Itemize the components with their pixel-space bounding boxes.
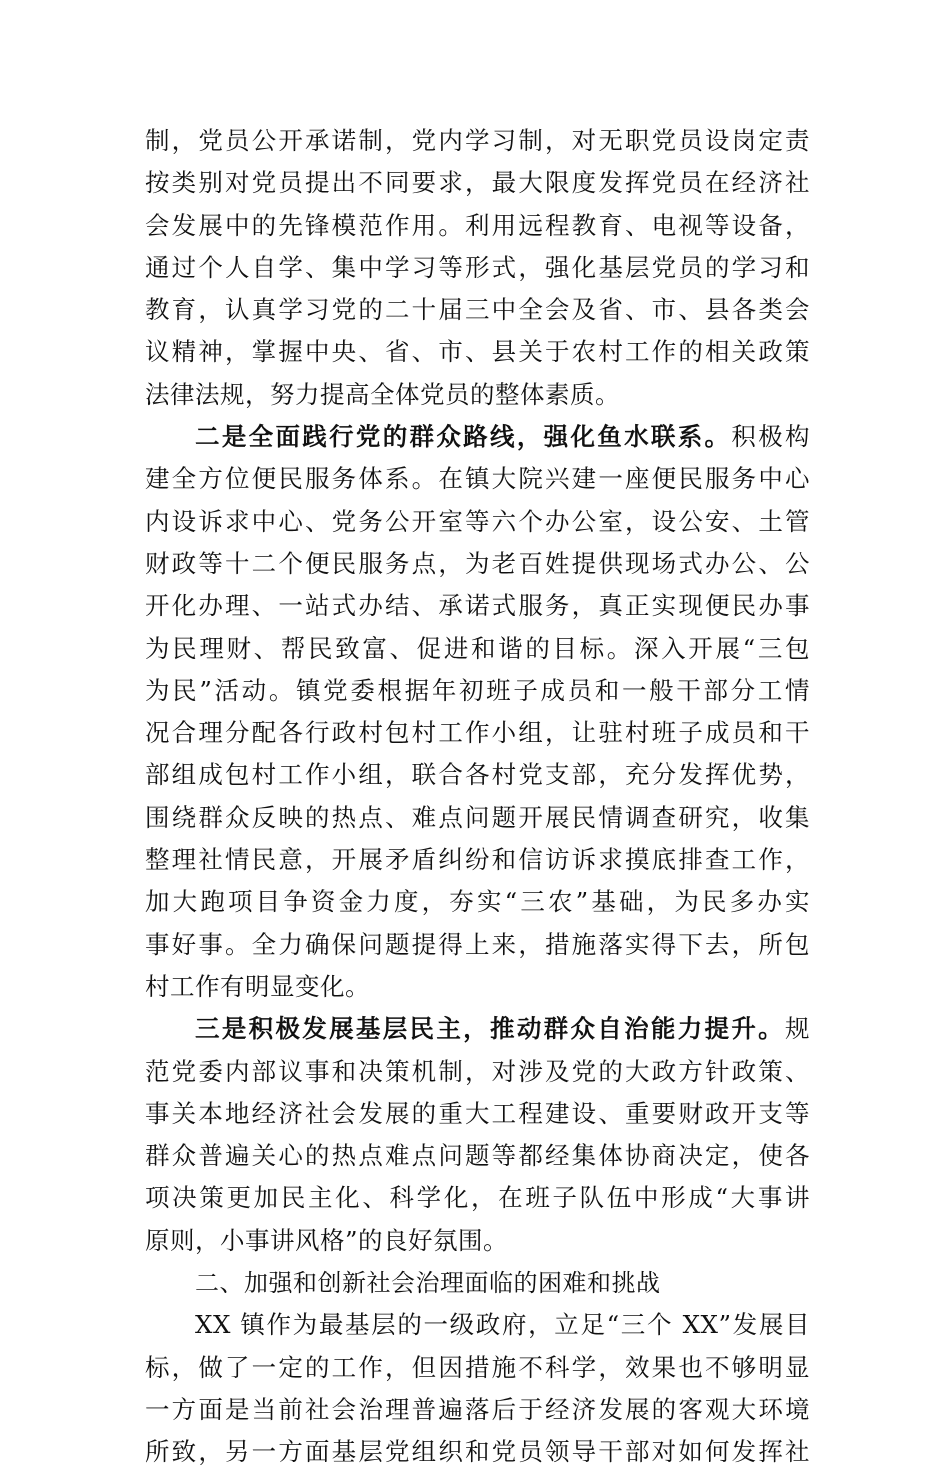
text-line-26: 项决策更加民主化、科学化，在班子队伍中形成“大事讲 xyxy=(145,1183,810,1213)
text-line-17: 围绕群众反映的热点、难点问题开展民情调查研究，收集 xyxy=(145,802,810,832)
text-line-1: 制，党员公开承诺制，党内学习制，对无职党员设岗定责 xyxy=(145,126,810,155)
section-heading: 二、加强和创新社会治理面临的困难和挑战 xyxy=(195,1269,661,1298)
text-line-10: 内设诉求中心、党务公开室等六个办公室，设公安、土管 xyxy=(145,506,810,536)
text-line-16: 部组成包村工作小组，联合各村党支部，充分发挥优势， xyxy=(145,760,810,790)
text-line-25: 群众普遍关心的热点难点问题等都经集体协商决定，使各 xyxy=(145,1141,810,1171)
paragraph-heading-line-3 xyxy=(145,1008,810,1050)
text-line-13: 为民理财、帮民致富、促进和谐的目标。深入开展“三包 xyxy=(145,633,810,663)
document-body xyxy=(145,120,810,1474)
paragraph-heading-2: 二是全面践行党的群众路线，强化鱼水联系。 xyxy=(195,422,732,452)
paragraph-heading-3: 三是积极发展基层民主，推动群众自治能力提升。 xyxy=(195,1014,785,1044)
text-line-6: 议精神，掌握中央、省、市、县关于农村工作的相关政策 xyxy=(145,337,810,367)
text-line-23: 范党委内部议事和决策机制，对涉及党的大政方针政策、 xyxy=(145,1056,810,1086)
text-line-4: 通过个人自学、集中学习等形式，强化基层党员的学习和 xyxy=(145,252,810,282)
text-line-19: 加大跑项目争资金力度，夯实“三农”基础，为民多办实 xyxy=(145,887,810,917)
text-line-15: 况合理分配各行政村包村工作小组，让驻村班子成员和干 xyxy=(145,718,810,748)
paragraph-heading-2-tail: 积极构 xyxy=(731,422,811,452)
text-line-5: 教育，认真学习党的二十届三中全会及省、市、县各类会 xyxy=(145,295,810,325)
text-line-31: 一方面是当前社会治理普遍落后于经济发展的客观大环境 xyxy=(145,1394,810,1424)
text-line-12: 开化办理、一站式办结、承诺式服务，真正实现便民办事 xyxy=(145,591,810,621)
text-line-29: XX 镇作为最基层的一级政府，立足“三个 XX”发展目 xyxy=(195,1310,810,1340)
text-line-27: 原则，小事讲风格”的良好氛围。 xyxy=(145,1225,509,1255)
text-line-3: 会发展中的先锋模范作用。利用远程教育、电视等设备， xyxy=(145,210,810,240)
text-line-14: 为民”活动。镇党委根据年初班子成员和一般干部分工情 xyxy=(145,675,810,705)
text-line-30: 标，做了一定的工作，但因措施不科学，效果也不够明显 xyxy=(145,1352,810,1382)
text-line-11: 财政等十二个便民服务点，为老百姓提供现场式办公、公 xyxy=(145,548,810,578)
text-line-7: 法律法规，努力提高全体党员的整体素质。 xyxy=(145,379,620,409)
text-line-20: 事好事。全力确保问题提得上来，措施落实得下去，所包 xyxy=(145,929,810,959)
text-line-32: 所致，另一方面基层党组织和党员领导干部对如何发挥社 xyxy=(145,1437,810,1467)
text-line-9: 建全方位便民服务体系。在镇大院兴建一座便民服务中心 xyxy=(145,464,810,494)
text-line-21: 村工作有明显变化。 xyxy=(145,971,370,1001)
text-line-2: 按类别对党员提出不同要求，最大限度发挥党员在经济社 xyxy=(145,168,810,198)
text-line-24: 事关本地经济社会发展的重大工程建设、重要财政开支等 xyxy=(145,1098,810,1128)
text-line-18: 整理社情民意，开展矛盾纠纷和信访诉求摸底排查工作， xyxy=(145,845,810,875)
paragraph-heading-3-tail: 规 xyxy=(785,1014,810,1044)
paragraph-heading-line-2 xyxy=(145,416,810,458)
